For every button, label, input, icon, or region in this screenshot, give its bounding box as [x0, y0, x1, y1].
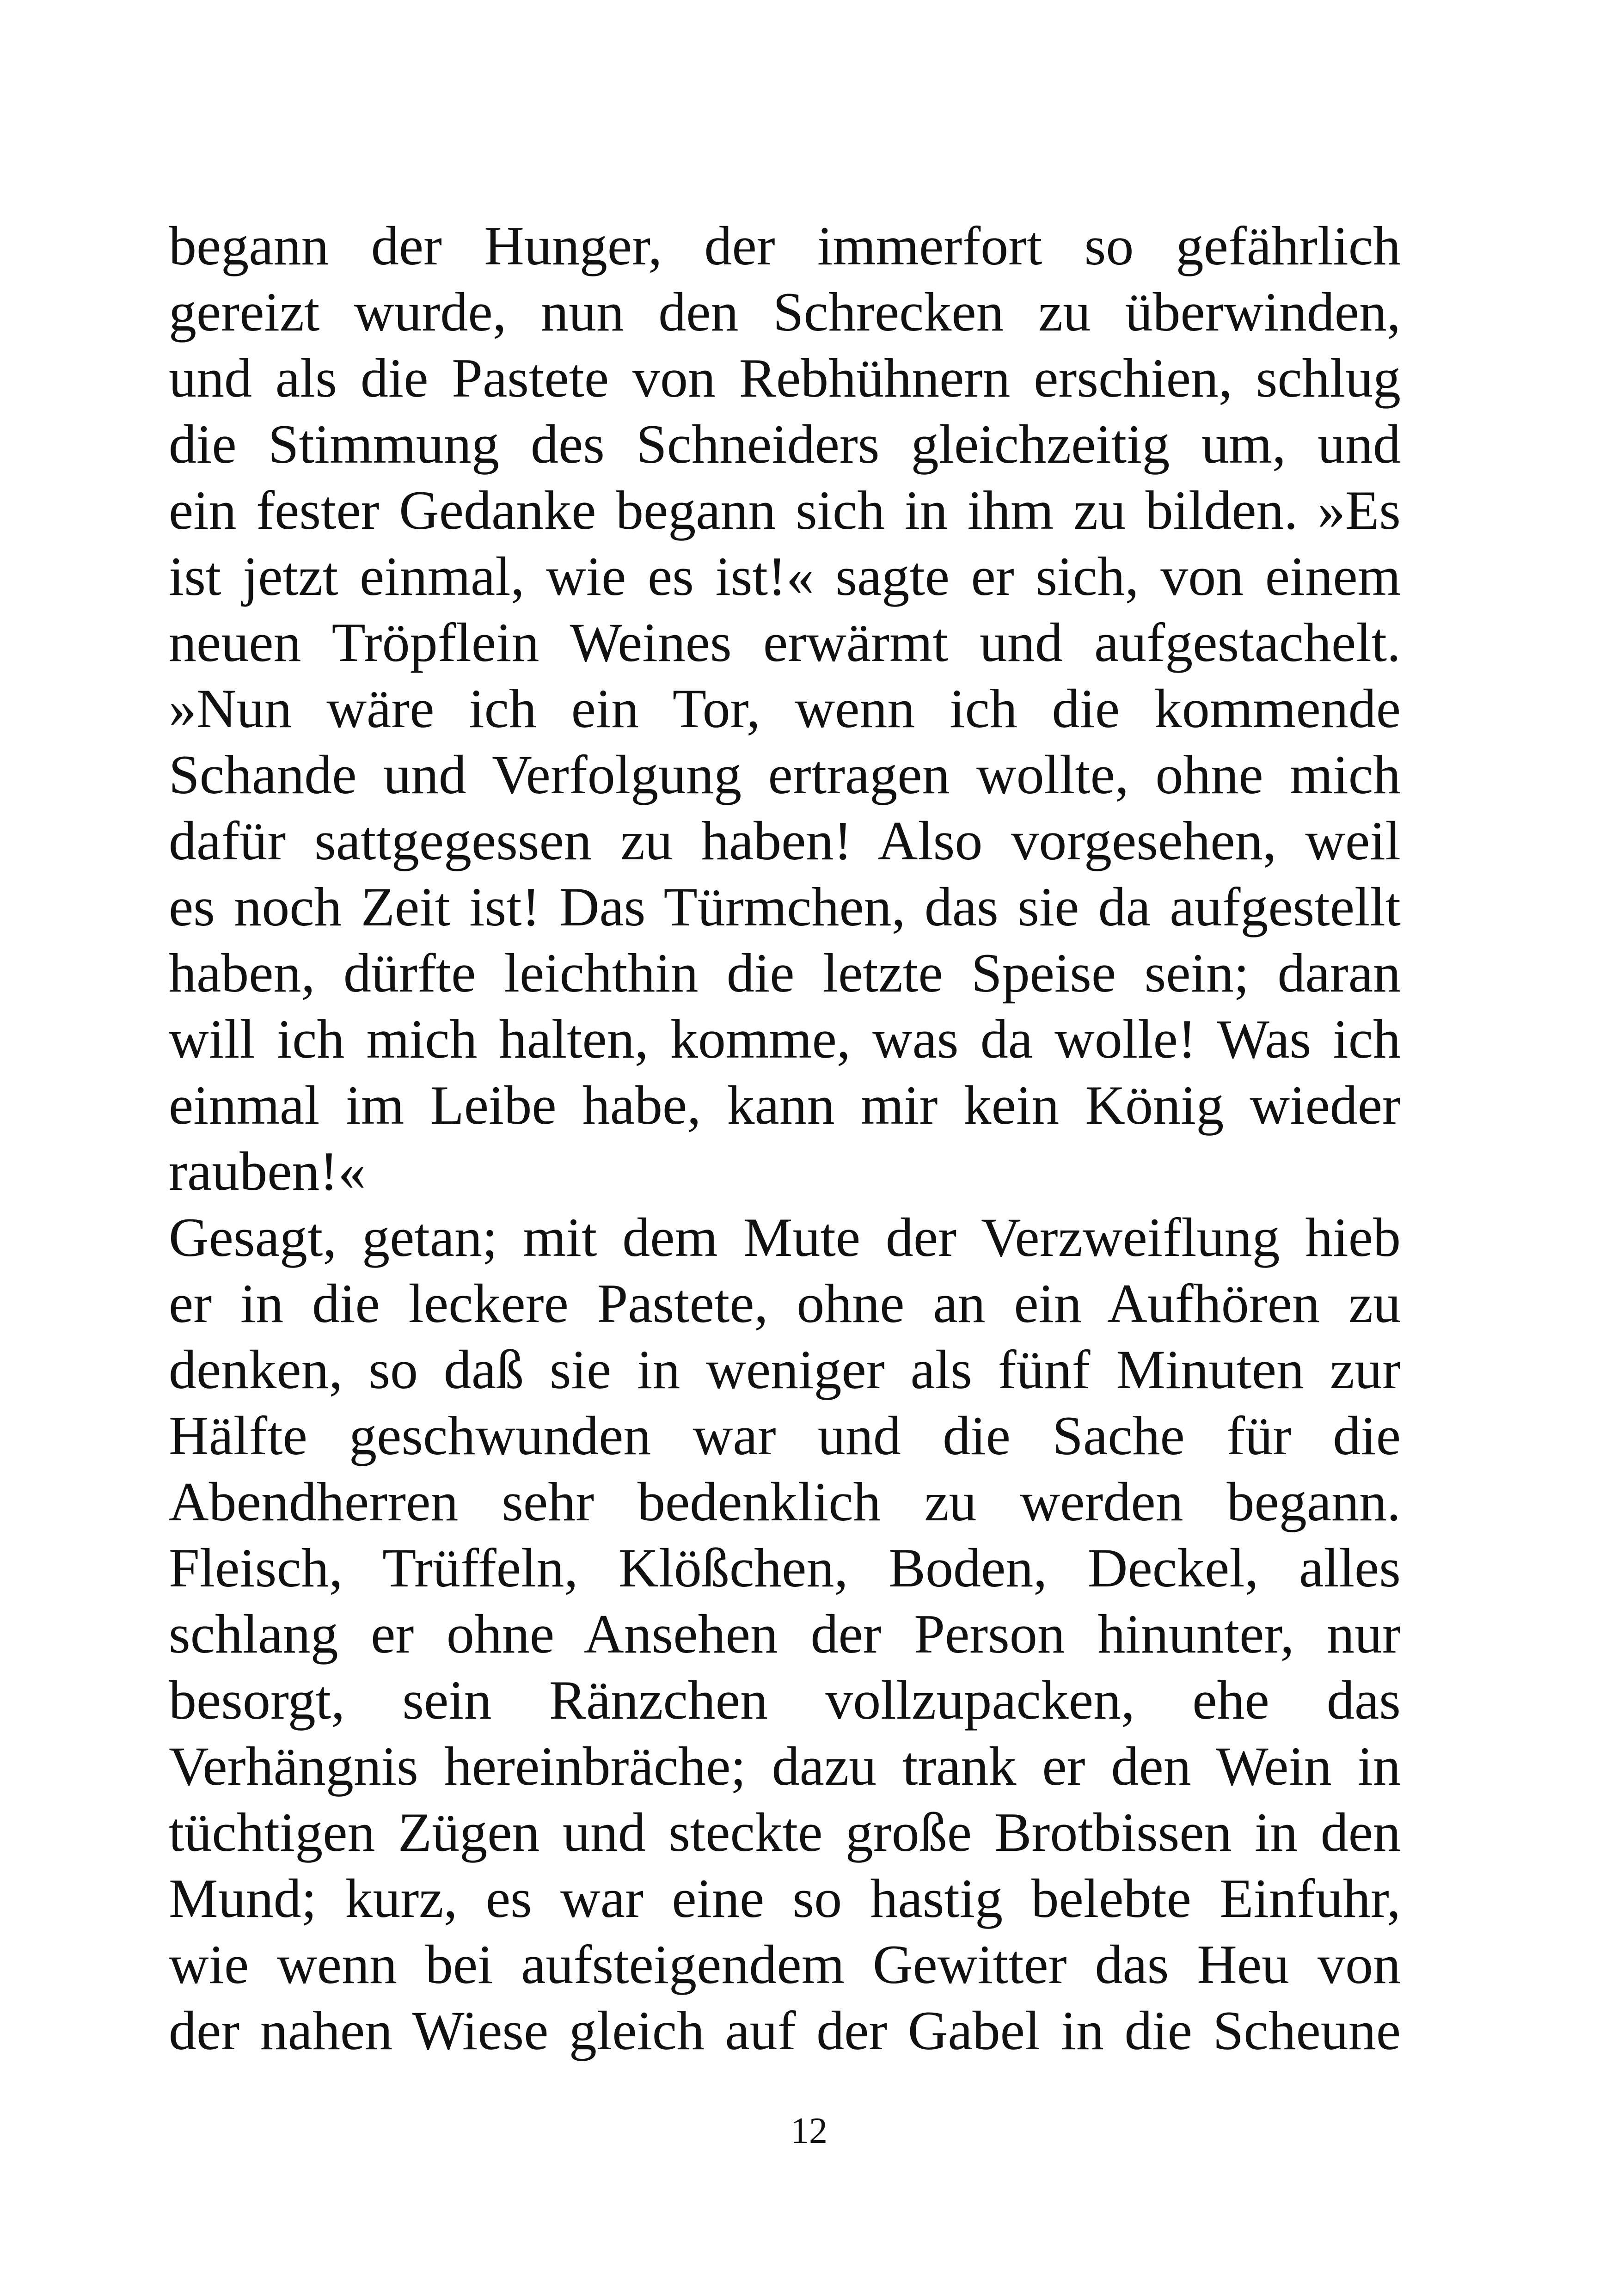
text-line: schlang er ohne Ansehen der Person hinunter, nur — [169, 1603, 1401, 1665]
text-line: Abendherren sehr bedenklich zu werden begann. — [169, 1471, 1401, 1532]
text-line: wie wenn bei aufsteigendem Gewitter das Heu von — [169, 1934, 1401, 1995]
text-line: es noch Zeit ist! Das Türmchen, das sie da aufgestellt — [169, 876, 1401, 937]
text-line: dafür sattgegessen zu haben! Also vorgesehen, weil — [169, 810, 1401, 871]
text-line: neuen Tröpflein Weines erwärmt und aufgestachelt. — [169, 612, 1401, 673]
text-line: Hälfte geschwunden war und die Sache für die — [169, 1405, 1401, 1466]
text-line: und als die Pastete von Rebhühnern erschien, schlug — [169, 347, 1401, 409]
text-line: besorgt, sein Ränzchen vollzupacken, ehe das — [169, 1669, 1401, 1731]
text-line: Gesagt, getan; mit dem Mute der Verzweiflung hieb — [169, 1206, 1401, 1268]
text-line: denken, so daß sie in weniger als fünf Minuten zur — [169, 1339, 1401, 1400]
text-line: Schande und Verfolgung ertragen wollte, ohne mich — [169, 744, 1401, 805]
text-line: »Nun wäre ich ein Tor, wenn ich die kommende — [169, 678, 1401, 739]
paragraph-end-line: rauben!« — [169, 1140, 366, 1202]
text-line: der nahen Wiese gleich auf der Gabel in die Scheune — [169, 2000, 1401, 2061]
text-line: ein fester Gedanke begann sich in ihm zu bilden. »Es — [169, 479, 1401, 541]
text-line: Verhängnis hereinbräche; dazu trank er den Wein in — [169, 1735, 1401, 1797]
text-line: gereizt wurde, nun den Schrecken zu überwinden, — [169, 281, 1401, 343]
text-line: Mund; kurz, es war eine so hastig belebte Einfuhr, — [169, 1867, 1401, 1929]
text-line: will ich mich halten, komme, was da wolle! Was ich — [169, 1008, 1401, 1070]
text-line: die Stimmung des Schneiders gleichzeitig um, und — [169, 413, 1401, 475]
text-line: tüchtigen Zügen und steckte große Brotbissen in den — [169, 1801, 1401, 1863]
text-line: ist jetzt einmal, wie es ist!« sagte er sich, von einem — [169, 545, 1401, 607]
text-line: Fleisch, Trüffeln, Klößchen, Boden, Deckel, alles — [169, 1537, 1401, 1598]
body-text — [169, 213, 1401, 2063]
text-line: er in die leckere Pastete, ohne an ein Aufhören zu — [169, 1273, 1401, 1334]
text-line: einmal im Leibe habe, kann mir kein König wieder — [169, 1074, 1401, 1136]
page-number: 12 — [791, 2111, 827, 2151]
text-line: begann der Hunger, der immerfort so gefährlich — [169, 215, 1401, 276]
text-line: haben, dürfte leichthin die letzte Speise sein; daran — [169, 942, 1401, 1004]
